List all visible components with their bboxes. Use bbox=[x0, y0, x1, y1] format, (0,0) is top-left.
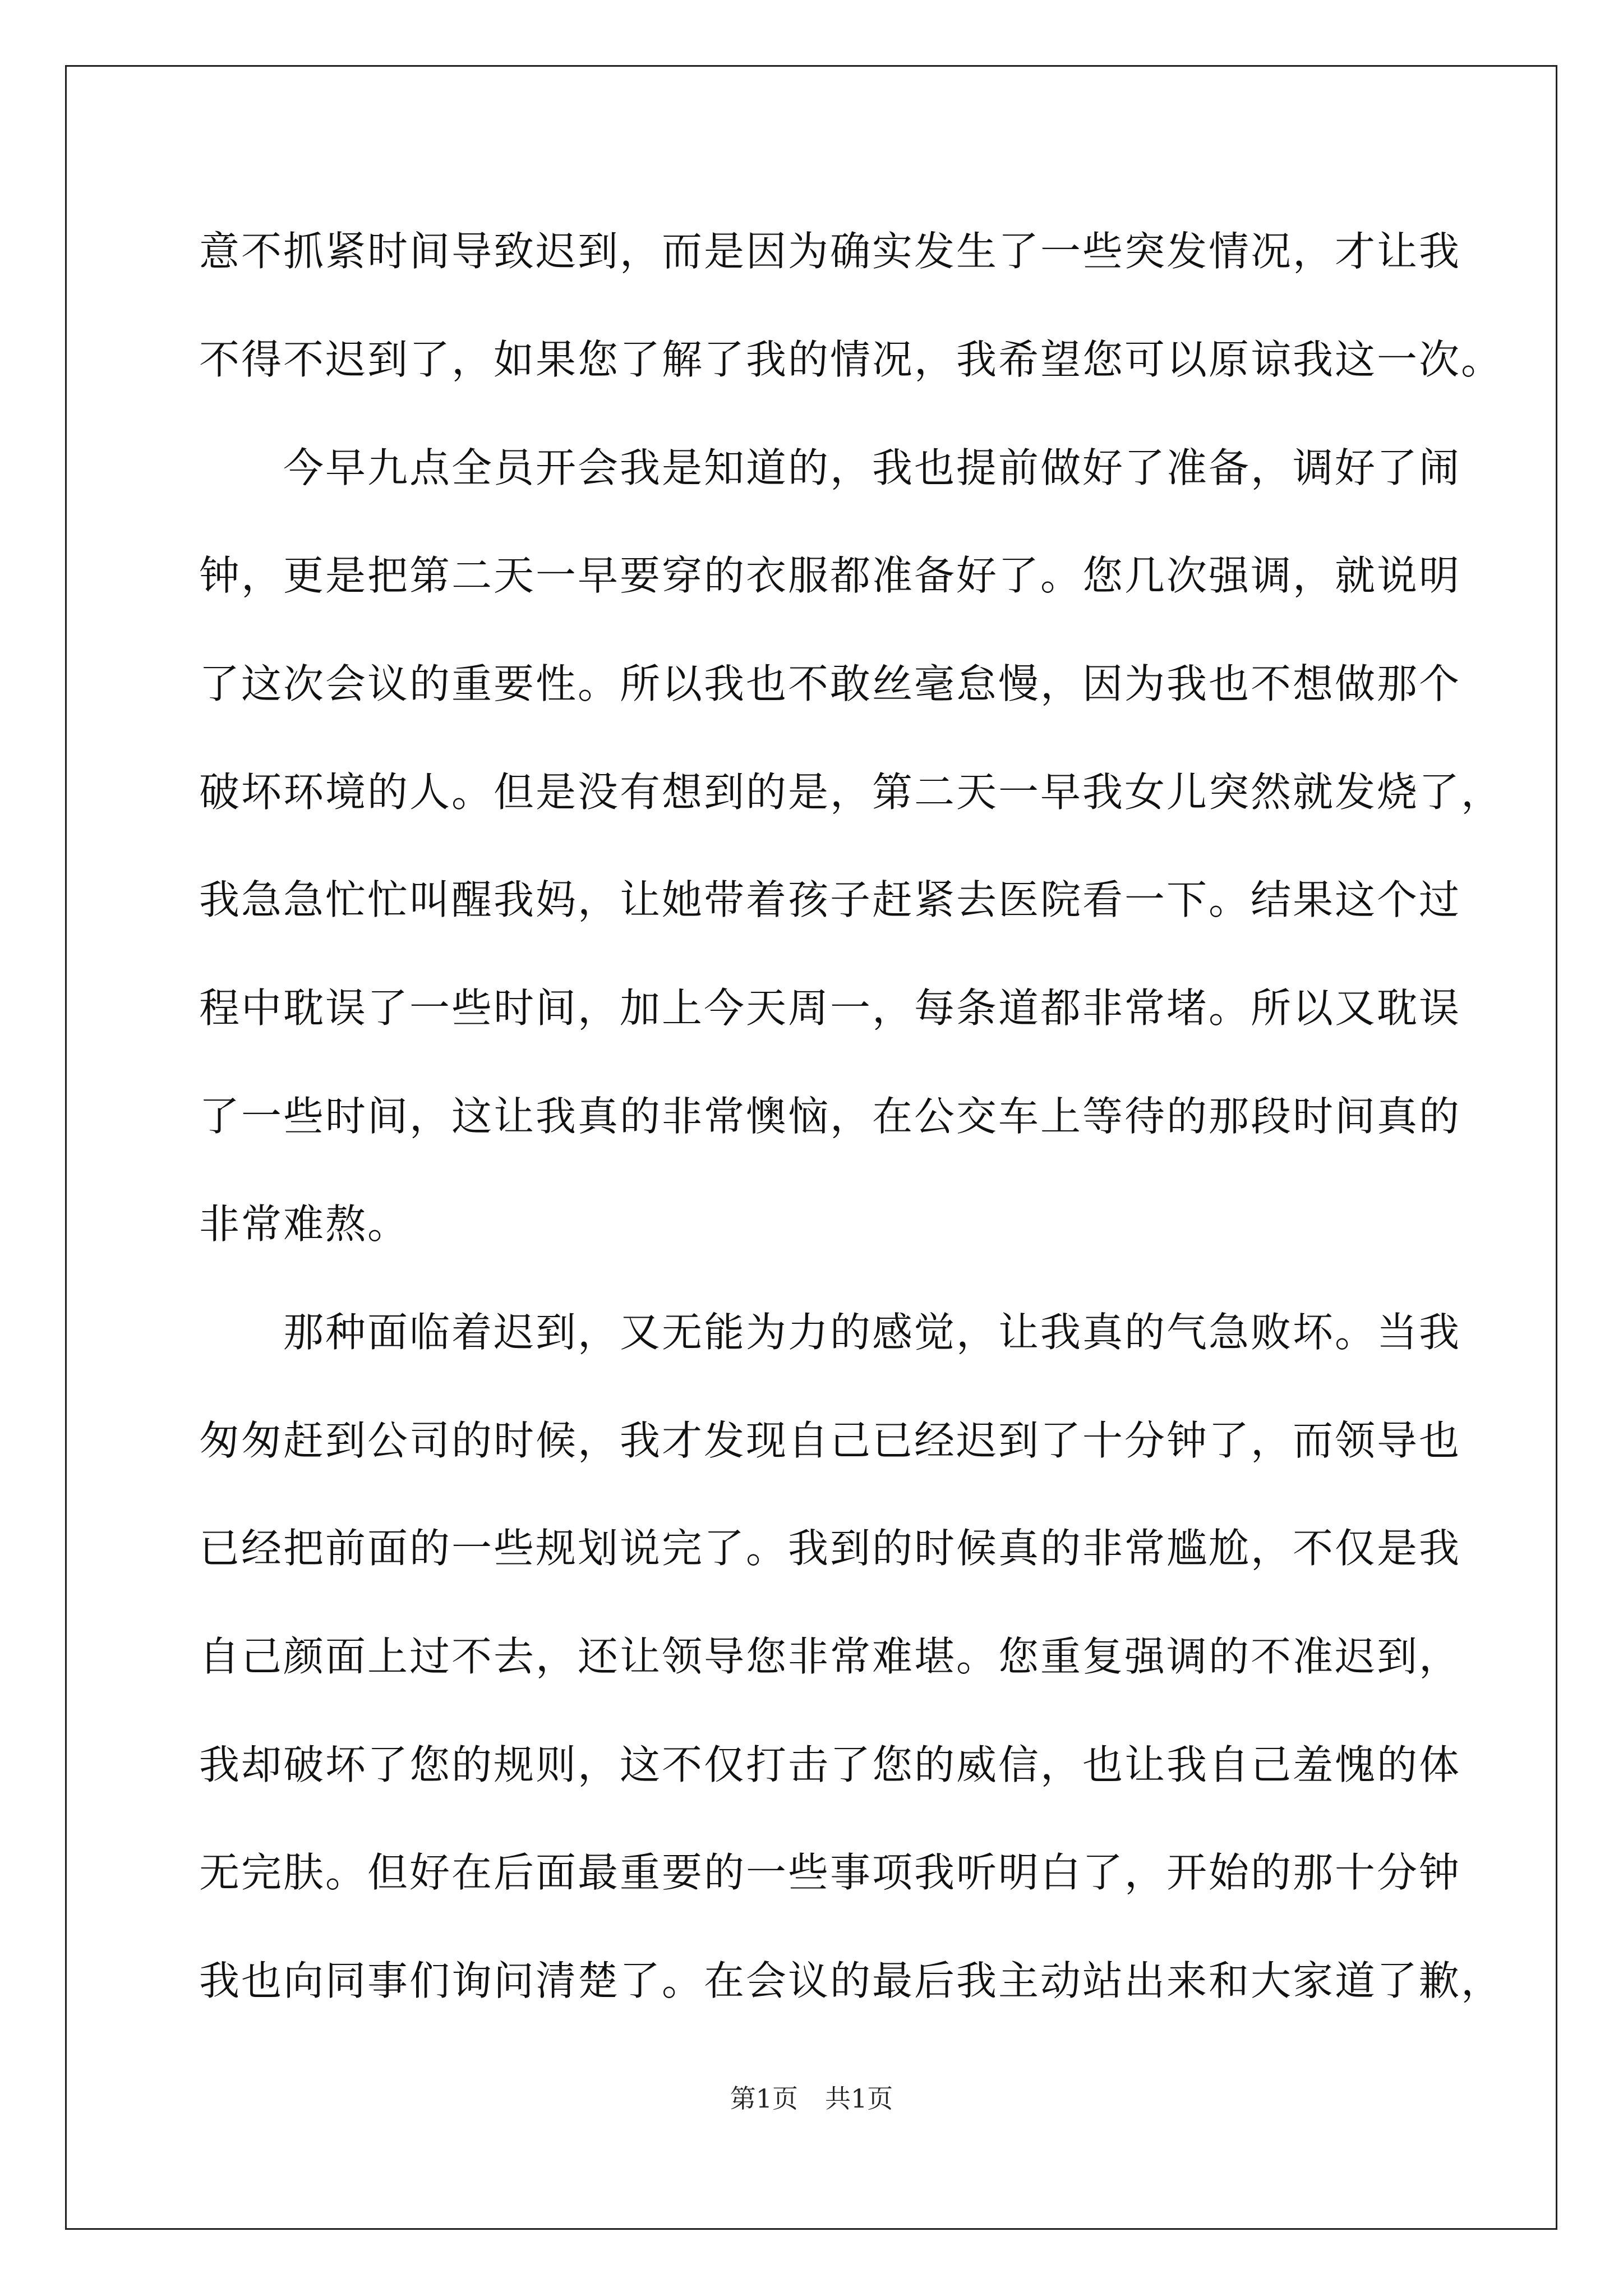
text-line: 程中耽误了一些时间，加上今天周一，每条道都非常堵。所以又耽误 bbox=[199, 984, 1461, 1032]
text-line: 破坏环境的人。但是没有想到的是，第二天一早我女儿突然就发烧了， bbox=[199, 769, 1504, 816]
page-border bbox=[65, 65, 1557, 2230]
page-footer bbox=[0, 2083, 1623, 2114]
text-line: 非常难熬。 bbox=[199, 1200, 410, 1248]
page-number: 第1页 bbox=[730, 2083, 798, 2114]
text-line: 我急急忙忙叫醒我妈，让她带着孩子赶紧去医院看一下。结果这个过 bbox=[199, 876, 1461, 923]
text-line: 不得不迟到了，如果您了解了我的情况，我希望您可以原谅我这一次。 bbox=[199, 336, 1504, 383]
text-line: 我却破坏了您的规则，这不仅打击了您的威信，也让我自己羞愧的体 bbox=[199, 1741, 1461, 1788]
text-line: 钟，更是把第二天一早要穿的衣服都准备好了。您几次强调，就说明 bbox=[199, 552, 1461, 599]
text-line: 我也向同事们询问清楚了。在会议的最后我主动站出来和大家道了歉， bbox=[199, 1957, 1504, 2004]
text-line: 无完肤。但好在后面最重要的一些事项我听明白了，开始的那十分钟 bbox=[199, 1849, 1461, 1896]
text-line: 今早九点全员开会我是知道的，我也提前做好了准备，调好了闹 bbox=[199, 444, 1461, 491]
page-total: 共1页 bbox=[825, 2083, 893, 2114]
text-line: 匆匆赶到公司的时候，我才发现自己已经迟到了十分钟了，而领导也 bbox=[199, 1417, 1461, 1464]
text-line: 那种面临着迟到，又无能为力的感觉，让我真的气急败坏。当我 bbox=[199, 1309, 1461, 1356]
text-line: 已经把前面的一些规划说完了。我到的时候真的非常尴尬，不仅是我 bbox=[199, 1525, 1461, 1572]
text-line: 了这次会议的重要性。所以我也不敢丝毫怠慢，因为我也不想做那个 bbox=[199, 660, 1461, 707]
text-line: 了一些时间，这让我真的非常懊恼，在公交车上等待的那段时间真的 bbox=[199, 1093, 1461, 1140]
text-line: 意不抓紧时间导致迟到，而是因为确实发生了一些突发情况，才让我 bbox=[199, 228, 1461, 275]
text-line: 自己颜面上过不去，还让领导您非常难堪。您重复强调的不准迟到， bbox=[199, 1633, 1461, 1680]
